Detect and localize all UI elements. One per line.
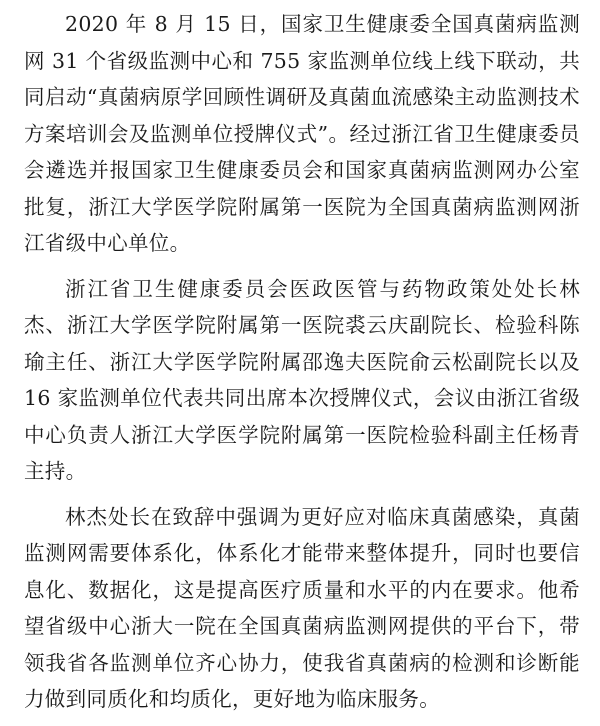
article-body [24,6,580,718]
paragraph-attendees: 浙江省卫生健康委员会医政医管与药物政策处处长林杰、浙江大学医学院附属第一医院裘云庆副院长、检验科陈瑜主任、浙江大学医学院附属邵逸夫医院俞云松副院长以及 16 家监测单位代表共同出席本次授牌仪式，会议由浙江省级中心负责人浙江大学医学院附属第一医院检验科副主任杨青主持。 [24,276,580,483]
paragraph-speech: 林杰处长在致辞中强调为更好应对临床真菌感染，真菌监测网需要体系化，体系化才能带来整体提升，同时也要信息化、数据化，这是提高医疗质量和水平的内在要求。他希望省级中心浙大一院在全国真菌病监测网提供的平台下，带领我省各监测单位齐心协力，使我省真菌病的检测和诊断能力做到同质化和均质化，更好地为临床服务。 [24,504,580,711]
paragraph-launch-event: 2020 年 8 月 15 日，国家卫生健康委全国真菌病监测网 31 个省级监测中心和 755 家监测单位线上线下联动，共同启动“真菌病原学回顾性调研及真菌血流感染主动监测技术方案培训会及监测单位授牌仪式”。经过浙江省卫生健康委员会遴选并报国家卫生健康委员会和国家真菌病监测网办公室批复，浙江大学医学院附属第一医院为全国真菌病监测网浙江省级中心单位。 [24,12,580,255]
